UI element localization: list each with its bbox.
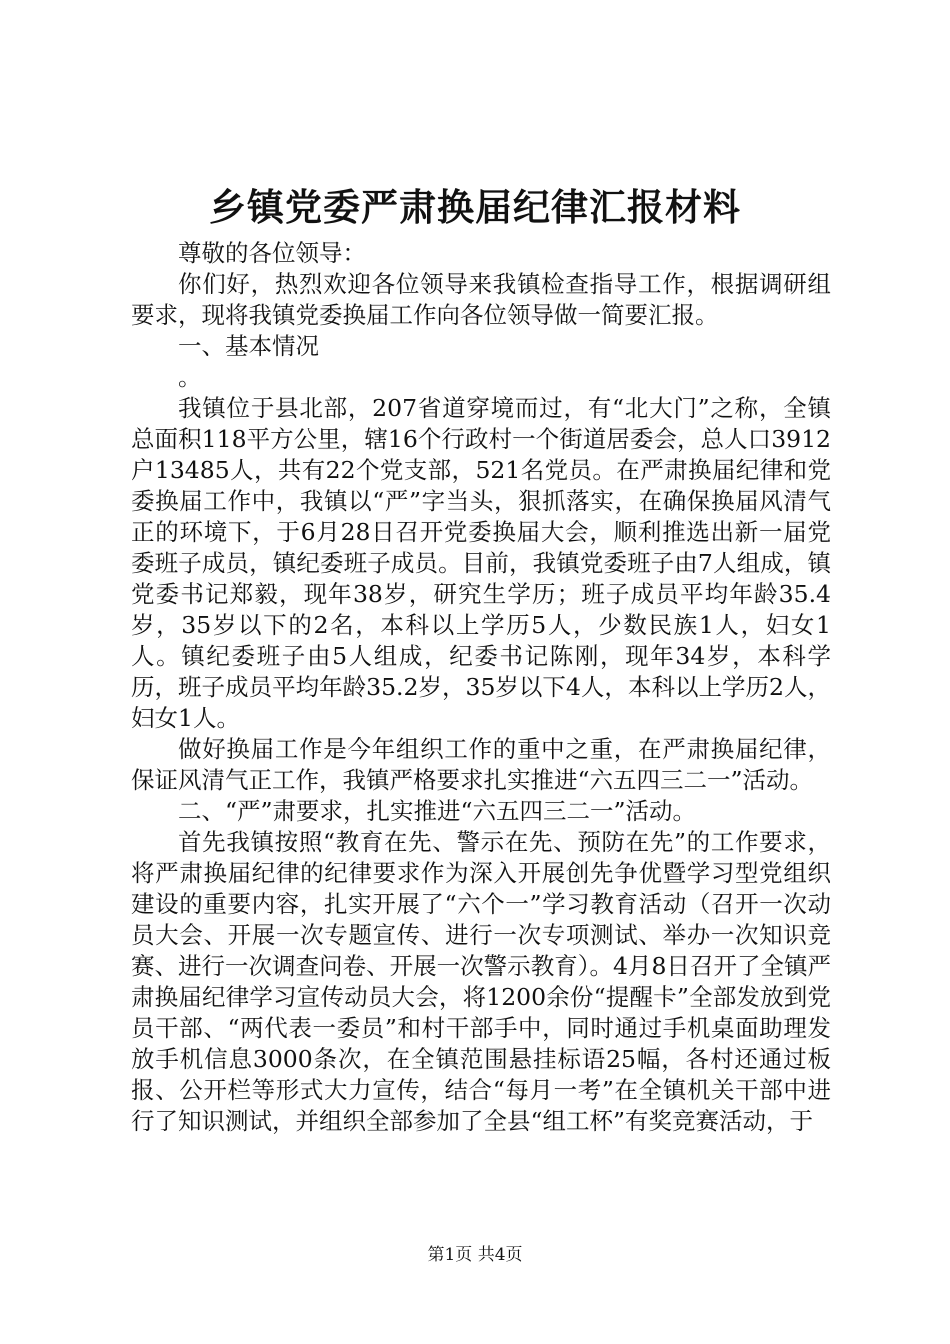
salutation-paragraph: 尊敬的各位领导：: [178, 239, 366, 267]
page-number-footer: 第1页 共4页: [427, 1245, 523, 1265]
body-paragraph: 。: [178, 363, 202, 391]
section-heading-basic-situation: 一、基本情况: [178, 332, 319, 360]
document-body: [131, 238, 831, 1137]
document-title: 乡镇党委严肃换届纪律汇报材料: [209, 185, 741, 229]
body-paragraph: 我镇位于县北部，207省道穿境而过，有“北大门”之称，全镇总面积118平方公里，辖16个行政村一个街道居委会，总人口3912户13485人，共有22个党支部，521名党员。在严肃换届纪律和党委换届工作中，我镇以“严”字当头，狠抓落实，在确保换届风清气正的环境下，于6月28日召开党委换届大会，顺利推选出新一届党委班子成员，镇纪委班子成员。目前，我镇党委班子由7人组成，镇党委书记郑毅，现年38岁，研究生学历；班子成员平均年龄35.4岁，35岁以下的2名，本科以上学历5人，少数民族1人，妇女1人。镇纪委班子由5人组成，纪委书记陈刚，现年34岁，本科学历，班子成员平均年龄35.2岁，35岁以下4人，本科以上学历2人，妇女1人。: [131, 394, 831, 732]
section-heading-strict-requirements: 二、“严”肃要求，扎实推进“六五四三二一”活动。: [178, 797, 697, 825]
body-paragraph: 做好换届工作是今年组织工作的重中之重，在严肃换届纪律，保证风清气正工作，我镇严格要求扎实推进“六五四三二一”活动。: [131, 735, 831, 794]
greeting-paragraph: 你们好，热烈欢迎各位领导来我镇检查指导工作，根据调研组要求，现将我镇党委换届工作向各位领导做一简要汇报。: [131, 270, 831, 329]
body-paragraph: 首先我镇按照“教育在先、警示在先、预防在先”的工作要求，将严肃换届纪律的纪律要求作为深入开展创先争优暨学习型党组织建设的重要内容，扎实开展了“六个一”学习教育活动（召开一次动员大会、开展一次专题宣传、进行一次专项测试、举办一次知识竞赛、进行一次调查问卷、开展一次警示教育）。4月8日召开了全镇严肃换届纪律学习宣传动员大会，将1200余份“提醒卡”全部发放到党员干部、“两代表一委员”和村干部手中，同时通过手机桌面助理发放手机信息3000条次，在全镇范围悬挂标语25幅，各村还通过板报、公开栏等形式大力宣传，结合“每月一考”在全镇机关干部中进行了知识测试，并组织全部参加了全县“组工杯”有奖竞赛活动，于: [131, 828, 831, 1135]
